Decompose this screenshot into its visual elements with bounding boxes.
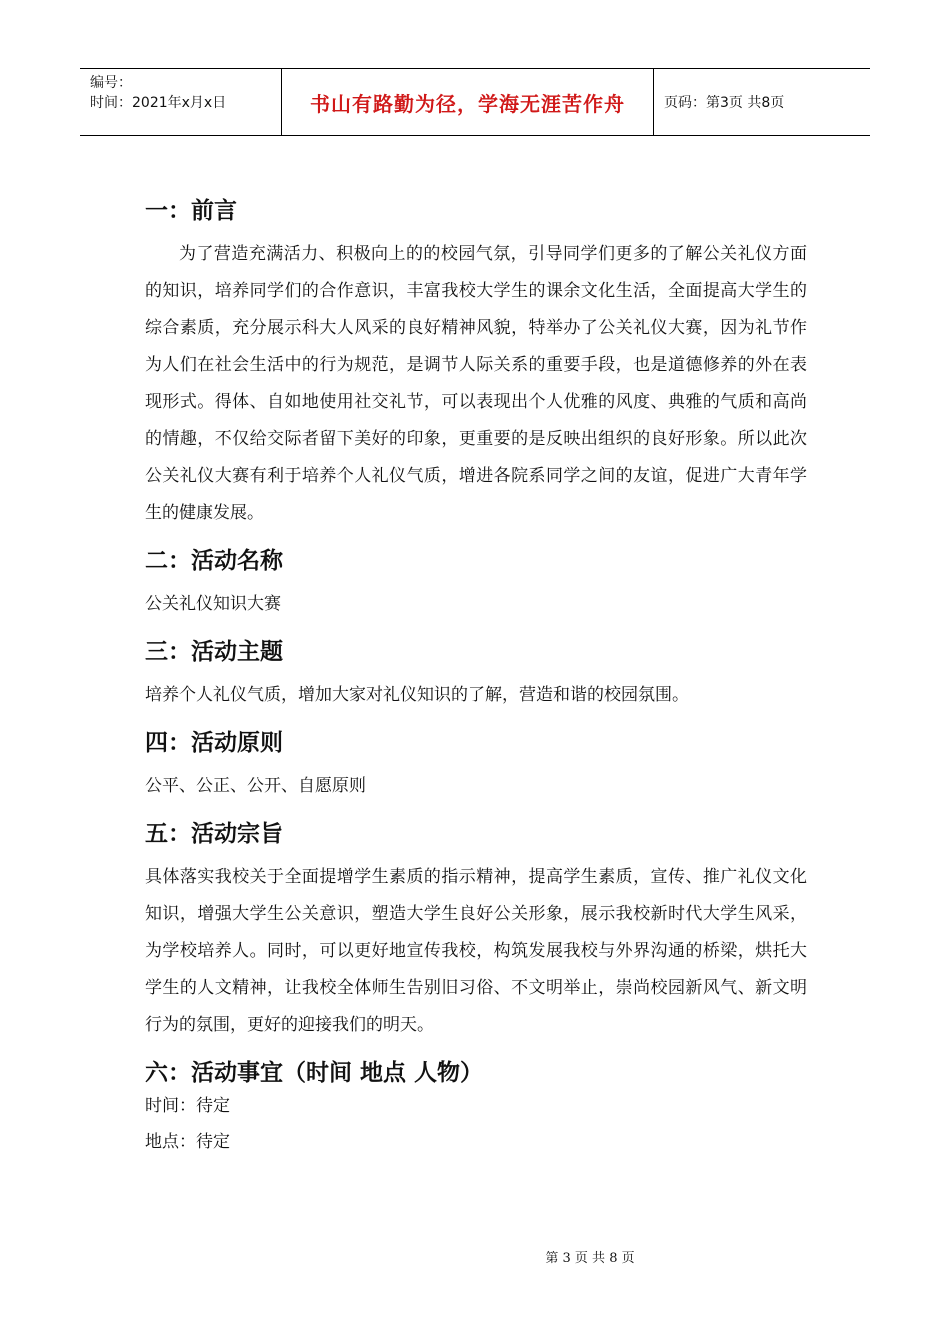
section-body-activity-name: 公关礼仪知识大赛 — [145, 594, 281, 614]
header-number-label: 编号： — [90, 75, 132, 91]
section-body-preface: 为了营造充满活力、积极向上的的校园气氛，引导同学们更多的了解公关礼仪方面的知识，培养同学们的合作意识，丰富我校大学生的课余文化生活，全面提高大学生的综合素质，充分展示科大人风采的良好精神风貌，特举办了公关礼仪大赛，因为礼节作为人们在社会生活中的行为规范，是调节人际关系的重要手段，也是道德修养的外在表现形式。得体、自如地使用社交礼节，可以表现出个人优雅的风度、典雅的气质和高尚的情趣，不仅给交际者留下美好的印象，更重要的是反映出组织的良好形象。所以此次公关礼仪大赛有利于培养个人礼仪气质，增进各院系同学之间的友谊，促进广大青年学生的健康发展。 — [145, 244, 807, 523]
section-title-activity-purpose: 五：活动宗旨 — [145, 821, 283, 847]
document-body — [145, 190, 807, 1160]
section-title-activity-matters: 六：活动事宜（时间 地点 人物） — [145, 1060, 484, 1086]
header-table — [80, 68, 870, 136]
header-date-label: 时间：2021年x月x日 — [90, 95, 227, 111]
activity-time: 时间：待定 — [145, 1096, 230, 1116]
activity-place: 地点：待定 — [145, 1132, 230, 1152]
header-motto: 书山有路勤为径，学海无涯苦作舟 — [282, 69, 654, 135]
header-page-info: 页码：第3页 共8页 — [664, 95, 785, 111]
page-footer: 第 3 页 共 8 页 — [545, 1251, 635, 1266]
section-title-preface: 一：前言 — [145, 198, 237, 224]
section-body-activity-principle: 公平、公正、公开、自愿原则 — [145, 776, 366, 796]
section-title-activity-name: 二：活动名称 — [145, 548, 283, 574]
header-meta-cell — [80, 69, 282, 135]
section-title-activity-theme: 三：活动主题 — [145, 639, 283, 665]
section-body-activity-purpose: 具体落实我校关于全面提增学生素质的指示精神，提高学生素质，宣传、推广礼仪文化知识，增强大学生公关意识，塑造大学生良好公关形象，展示我校新时代大学生风采，为学校培养人。同时，可以更好地宣传我校，构筑发展我校与外界沟通的桥梁，烘托大学生的人文精神，让我校全体师生告别旧习俗、不文明举止，崇尚校园新风气、新文明行为的氛围，更好的迎接我们的明天。 — [145, 867, 807, 1035]
section-title-activity-principle: 四：活动原则 — [145, 730, 283, 756]
section-body-activity-theme: 培养个人礼仪气质，增加大家对礼仪知识的了解，营造和谐的校园氛围。 — [145, 685, 689, 705]
